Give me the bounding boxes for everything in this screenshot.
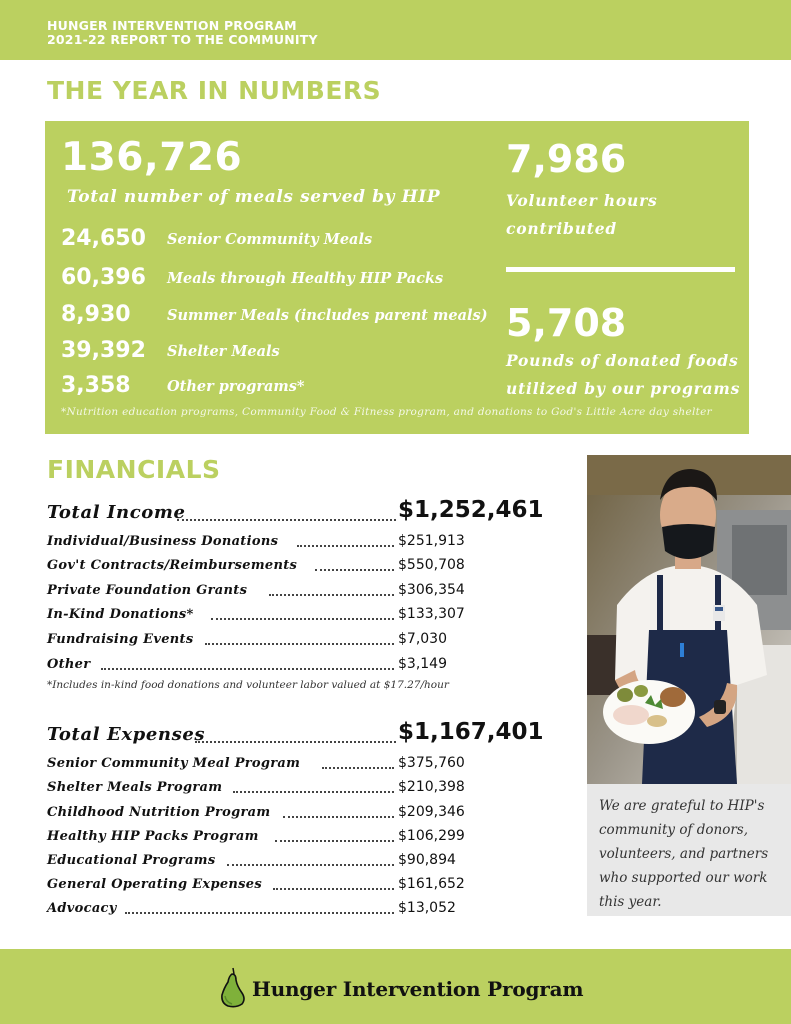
meal-category: Meals through Healthy HIP Packs	[167, 270, 444, 287]
stats-divider	[506, 267, 735, 272]
income-footnote: *Includes in-kind food donations and volunteer labor valued at $17.27/hour	[47, 679, 449, 691]
meal-breakdown-row	[61, 302, 521, 332]
dot-leader	[322, 767, 394, 769]
gratitude-caption: We are grateful to HIP's community of donors, volunteers, and partners who supported our work this year.	[599, 798, 769, 910]
gratitude-caption-box	[587, 784, 791, 916]
meal-count: 60,396	[61, 265, 146, 290]
volunteer-hours-label	[506, 187, 658, 243]
hip-logo	[220, 969, 583, 1009]
meal-count: 39,392	[61, 338, 146, 363]
section-title-financials: FINANCIALS	[47, 455, 221, 484]
expense-value: $13,052	[398, 900, 456, 916]
meal-breakdown-row	[61, 265, 521, 295]
total-expenses-value: $1,167,401	[398, 719, 544, 745]
meal-count: 8,930	[61, 302, 131, 327]
meal-category: Other programs*	[167, 378, 305, 395]
dot-leader	[177, 519, 396, 521]
expense-row	[47, 870, 547, 892]
expense-value: $106,299	[398, 828, 465, 844]
header-org-name: HUNGER INTERVENTION PROGRAM	[47, 18, 297, 33]
meal-breakdown-row	[61, 226, 521, 256]
expense-label: Educational Programs	[47, 853, 216, 868]
total-meals-value: 136,726	[61, 135, 243, 180]
income-row	[47, 650, 547, 672]
total-income-label: Total Income	[47, 502, 186, 523]
footer-logo-text: Hunger Intervention Program	[252, 977, 584, 1001]
volunteer-hours-label-line2: contributed	[506, 219, 618, 238]
income-label: Gov't Contracts/Reimbursements	[47, 558, 298, 573]
dot-leader	[275, 840, 394, 842]
dot-leader	[211, 618, 394, 620]
numbers-footnote: *Nutrition education programs, Community Food & Fitness program, and donations to God's Little Acre day shelter	[61, 406, 712, 418]
staff-photo-illustration	[587, 455, 791, 784]
meal-category: Summer Meals (includes parent meals)	[167, 307, 488, 324]
expense-label: Shelter Meals Program	[47, 780, 223, 795]
dot-leader	[297, 545, 394, 547]
donated-food-label-line2: utilized by our programs	[506, 379, 741, 398]
header-band	[0, 0, 791, 60]
expense-label: Advocacy	[47, 901, 117, 916]
dot-leader	[283, 816, 394, 818]
expense-value: $161,652	[398, 876, 465, 892]
income-label: Fundraising Events	[47, 632, 194, 647]
income-label: Other	[47, 657, 91, 672]
income-value: $3,149	[398, 656, 447, 672]
meal-breakdown-row	[61, 373, 521, 403]
total-meals-label: Total number of meals served by HIP	[67, 187, 441, 207]
dot-leader	[101, 668, 394, 670]
expense-value: $375,760	[398, 755, 465, 771]
volunteer-hours-value: 7,986	[506, 137, 627, 181]
expense-row	[47, 798, 547, 820]
expense-value: $90,894	[398, 852, 456, 868]
income-row	[47, 625, 547, 647]
expense-row	[47, 749, 547, 771]
meal-breakdown-row	[61, 338, 521, 368]
volunteer-hours-label-line1: Volunteer hours	[506, 191, 658, 210]
meal-count: 24,650	[61, 226, 146, 251]
meal-category: Senior Community Meals	[167, 231, 373, 248]
income-value: $251,913	[398, 533, 465, 549]
expense-row	[47, 894, 547, 916]
footer-band	[0, 949, 791, 1024]
section-title-year-in-numbers: THE YEAR IN NUMBERS	[47, 76, 382, 105]
donated-food-label	[506, 347, 740, 403]
dot-leader	[227, 864, 394, 866]
expense-label: Healthy HIP Packs Program	[47, 829, 259, 844]
dot-leader	[315, 569, 394, 571]
dot-leader	[195, 741, 396, 743]
header-report-title: 2021-22 REPORT TO THE COMMUNITY	[47, 32, 318, 47]
expense-value: $209,346	[398, 804, 465, 820]
income-value: $133,307	[398, 606, 465, 622]
income-value: $7,030	[398, 631, 447, 647]
dot-leader	[273, 888, 394, 890]
year-in-numbers-panel	[45, 121, 749, 434]
income-row	[47, 551, 547, 573]
donated-food-label-line1: Pounds of donated foods	[506, 351, 739, 370]
dot-leader	[205, 643, 394, 645]
income-value: $550,708	[398, 557, 465, 573]
expense-row	[47, 773, 547, 795]
expense-label: Senior Community Meal Program	[47, 756, 301, 771]
donated-food-value: 5,708	[506, 301, 627, 345]
dot-leader	[125, 912, 394, 914]
expense-row	[47, 846, 547, 868]
income-label: In-Kind Donations*	[47, 607, 194, 622]
total-income-value: $1,252,461	[398, 497, 544, 523]
income-row	[47, 600, 547, 622]
expense-label: Childhood Nutrition Program	[47, 805, 271, 820]
dot-leader	[233, 791, 394, 793]
meal-category: Shelter Meals	[167, 343, 280, 360]
total-income-row	[47, 491, 547, 523]
income-label: Private Foundation Grants	[47, 583, 248, 598]
income-value: $306,354	[398, 582, 465, 598]
total-expenses-row	[47, 713, 547, 745]
meal-count: 3,358	[61, 373, 131, 398]
income-label: Individual/Business Donations	[47, 534, 279, 549]
total-expenses-label: Total Expenses	[47, 724, 206, 745]
expense-label: General Operating Expenses	[47, 877, 262, 892]
pear-icon	[220, 966, 246, 1013]
expense-value: $210,398	[398, 779, 465, 795]
income-row	[47, 527, 547, 549]
income-row	[47, 576, 547, 598]
dot-leader	[269, 594, 394, 596]
staff-photo	[587, 455, 791, 784]
expense-row	[47, 822, 547, 844]
